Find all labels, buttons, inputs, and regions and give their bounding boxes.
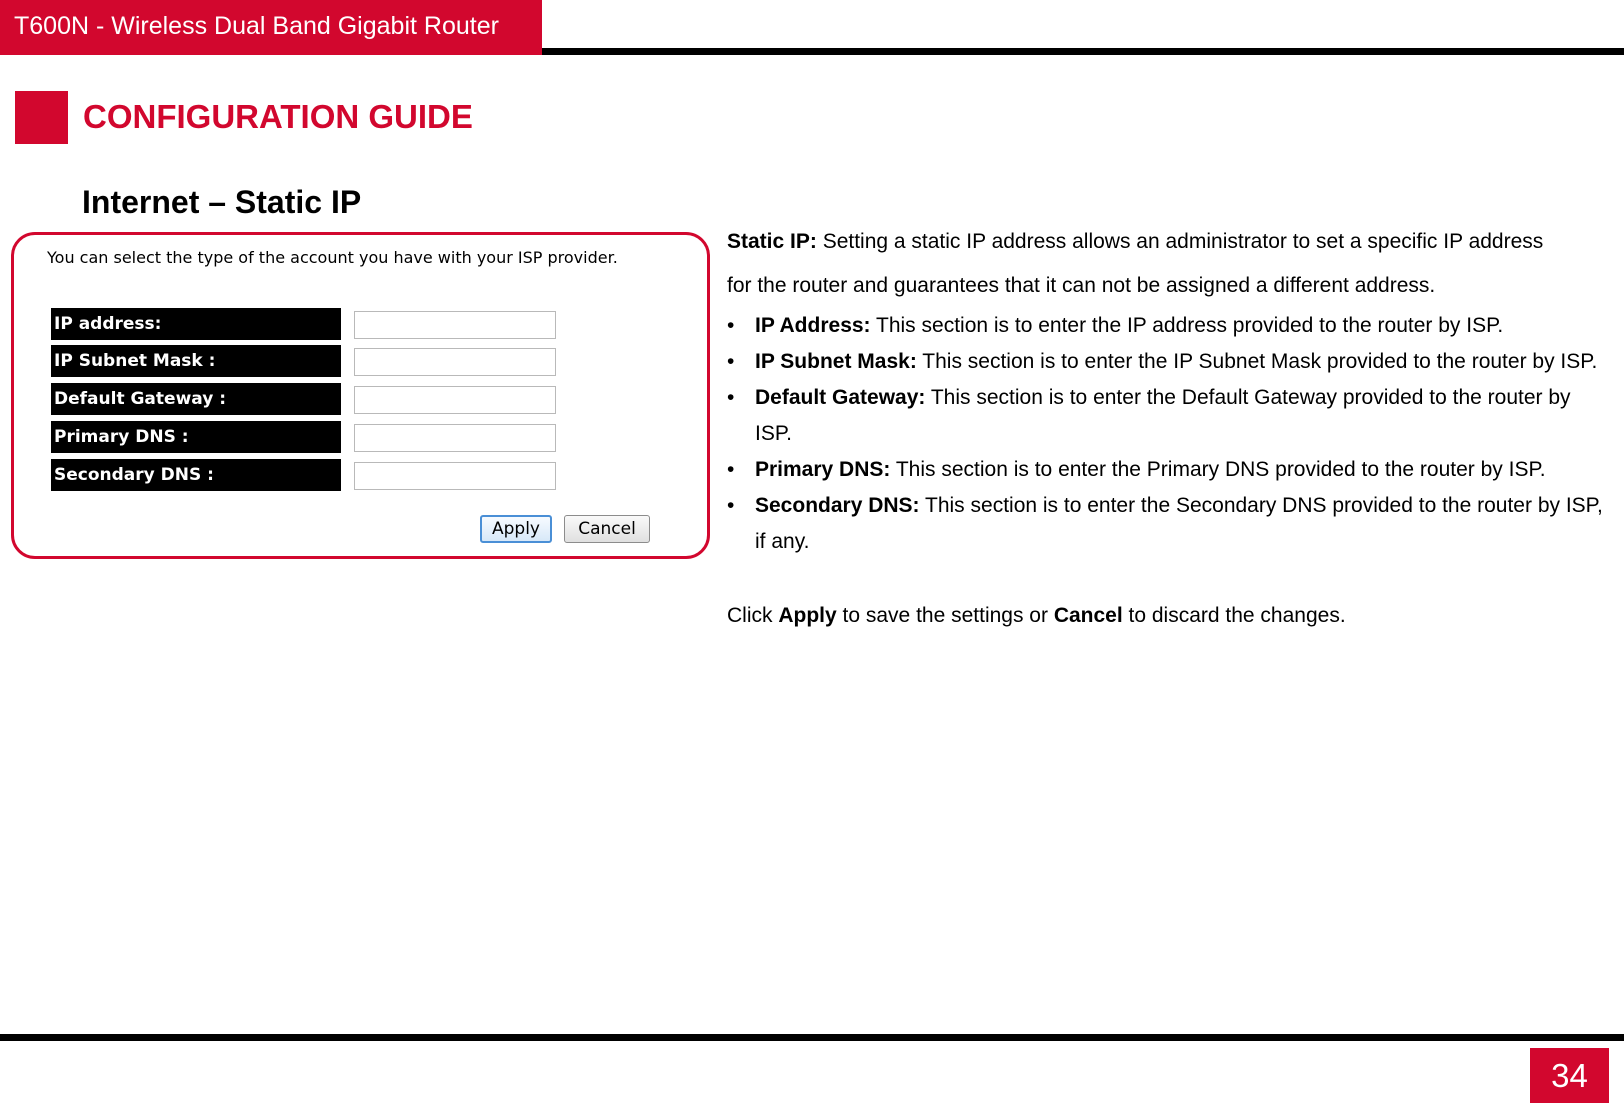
field-description-list: [727, 308, 1612, 560]
secondary-dns-input[interactable]: [354, 462, 556, 490]
ip-subnet-mask-input[interactable]: [354, 348, 556, 376]
list-item: [727, 452, 1612, 488]
primary-dns-input[interactable]: [354, 424, 556, 452]
guide-title: CONFIGURATION GUIDE: [83, 98, 473, 135]
description-column: [727, 220, 1612, 634]
bullet-term: Secondary DNS:: [755, 494, 920, 517]
click-suffix: to discard the changes.: [1122, 604, 1346, 627]
click-middle: to save the settings or: [836, 604, 1054, 627]
static-ip-paragraph: [727, 220, 1612, 308]
default-gateway-label: Default Gateway :: [51, 383, 341, 415]
bullet-term: Default Gateway:: [755, 386, 926, 409]
static-ip-text-1: Setting a static IP address allows an administrator to set a specific IP address: [816, 230, 1544, 253]
cancel-button[interactable]: Cancel: [564, 515, 650, 543]
apply-button[interactable]: Apply: [480, 515, 552, 543]
page-number: 34: [1530, 1048, 1609, 1103]
bullet-term: IP Subnet Mask:: [755, 350, 917, 373]
click-cancel-term: Cancel: [1053, 604, 1123, 627]
primary-dns-label: Primary DNS :: [51, 421, 341, 453]
bullet-text: This section is to enter the Primary DNS provided to the router by ISP.: [890, 458, 1546, 481]
bullet-icon: •: [727, 494, 735, 517]
static-ip-term: Static IP:: [727, 230, 817, 253]
bullet-term: Primary DNS:: [755, 458, 891, 481]
bullet-text: This section is to enter the Secondary DNS provided to the router by ISP, if any.: [755, 494, 1603, 553]
click-instruction: [727, 598, 1612, 634]
section-title: Internet – Static IP: [82, 184, 362, 220]
panel-intro-text: You can select the type of the account you have with your ISP provider.: [47, 248, 618, 267]
list-item: [727, 344, 1612, 380]
product-header: T600N - Wireless Dual Band Gigabit Router: [0, 0, 542, 55]
bullet-text: This section is to enter the Default Gateway provided to the router by ISP.: [755, 386, 1571, 445]
ip-address-label: IP address:: [51, 308, 341, 340]
list-item: [727, 380, 1612, 452]
guide-marker-square: [15, 91, 68, 144]
bullet-icon: •: [727, 386, 735, 409]
bullet-term: IP Address:: [755, 314, 871, 337]
ip-address-input[interactable]: [354, 311, 556, 339]
secondary-dns-label: Secondary DNS :: [51, 459, 341, 491]
header-rule: [542, 48, 1624, 55]
click-apply-term: Apply: [778, 604, 837, 627]
default-gateway-input[interactable]: [354, 386, 556, 414]
ip-subnet-mask-label: IP Subnet Mask :: [51, 345, 341, 377]
bullet-icon: •: [727, 458, 735, 481]
bullet-icon: •: [727, 314, 735, 337]
list-item: [727, 308, 1612, 344]
bullet-text: This section is to enter the IP address provided to the router by ISP.: [870, 314, 1504, 337]
static-ip-text-2: for the router and guarantees that it can not be assigned a different address.: [727, 274, 1436, 297]
bullet-icon: •: [727, 350, 735, 373]
static-ip-settings-panel: [11, 232, 710, 559]
bullet-text: This section is to enter the IP Subnet Mask provided to the router by ISP.: [916, 350, 1598, 373]
footer-rule: [0, 1034, 1624, 1041]
click-prefix: Click: [727, 604, 779, 627]
list-item: [727, 488, 1612, 560]
